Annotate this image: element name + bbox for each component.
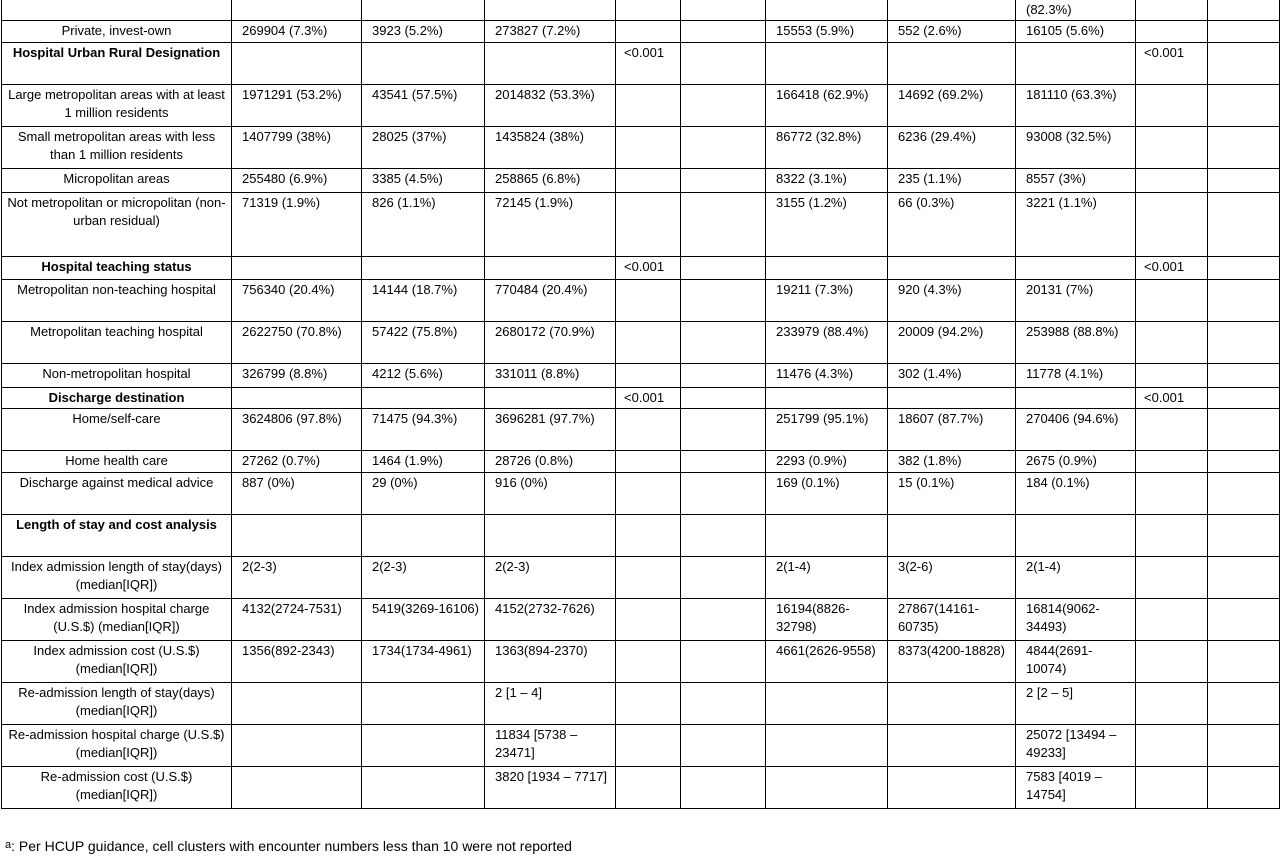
row-label-cell: Small metropolitan areas with less than 1 million residents bbox=[2, 127, 232, 169]
p-value-cell bbox=[616, 515, 681, 557]
data-cell bbox=[1208, 451, 1280, 473]
data-cell: 19211 (7.3%) bbox=[766, 280, 888, 322]
data-cell bbox=[681, 767, 766, 809]
data-cell bbox=[232, 515, 362, 557]
data-cell: 11834 [5738 – 23471] bbox=[485, 725, 616, 767]
data-cell: 2(2-3) bbox=[485, 557, 616, 599]
p-value-cell bbox=[1136, 127, 1208, 169]
data-cell bbox=[681, 683, 766, 725]
data-cell: 4661(2626-9558) bbox=[766, 641, 888, 683]
table-row bbox=[2, 409, 1280, 451]
data-cell bbox=[681, 599, 766, 641]
data-cell: 18607 (87.7%) bbox=[888, 409, 1016, 451]
row-label-cell: Re-admission hospital charge (U.S.$) (median[IQR]) bbox=[2, 725, 232, 767]
p-value-cell bbox=[616, 473, 681, 515]
table-body bbox=[2, 0, 1280, 809]
p-value-cell bbox=[1136, 322, 1208, 364]
data-cell bbox=[681, 725, 766, 767]
data-cell: 756340 (20.4%) bbox=[232, 280, 362, 322]
p-value-cell bbox=[616, 683, 681, 725]
data-cell bbox=[681, 557, 766, 599]
data-cell: 181110 (63.3%) bbox=[1016, 85, 1136, 127]
data-cell bbox=[232, 683, 362, 725]
row-label-cell: Private, invest-own bbox=[2, 21, 232, 43]
data-cell: 20009 (94.2%) bbox=[888, 322, 1016, 364]
data-cell: 770484 (20.4%) bbox=[485, 280, 616, 322]
data-cell: 11778 (4.1%) bbox=[1016, 364, 1136, 388]
data-cell bbox=[681, 409, 766, 451]
data-cell: 1435824 (38%) bbox=[485, 127, 616, 169]
data-cell: 28025 (37%) bbox=[362, 127, 485, 169]
data-cell bbox=[888, 43, 1016, 85]
data-cell: 1734(1734-4961) bbox=[362, 641, 485, 683]
data-cell bbox=[485, 388, 616, 409]
footnote-marker: a bbox=[5, 839, 12, 851]
p-value-cell bbox=[1136, 767, 1208, 809]
table-row bbox=[2, 322, 1280, 364]
row-label-cell: Home health care bbox=[2, 451, 232, 473]
section-header-cell: Discharge destination bbox=[2, 388, 232, 409]
data-cell: 1971291 (53.2%) bbox=[232, 85, 362, 127]
data-cell: (82.3%) bbox=[1016, 0, 1136, 21]
p-value-cell bbox=[1136, 193, 1208, 257]
data-cell bbox=[362, 683, 485, 725]
data-cell: 57422 (75.8%) bbox=[362, 322, 485, 364]
data-cell: 184 (0.1%) bbox=[1016, 473, 1136, 515]
data-cell bbox=[1016, 388, 1136, 409]
data-cell bbox=[888, 767, 1016, 809]
data-cell bbox=[766, 388, 888, 409]
row-label-cell: Home/self-care bbox=[2, 409, 232, 451]
data-cell bbox=[232, 43, 362, 85]
p-value-cell bbox=[616, 322, 681, 364]
data-cell: 27262 (0.7%) bbox=[232, 451, 362, 473]
p-value-cell: <0.001 bbox=[1136, 388, 1208, 409]
data-cell: 920 (4.3%) bbox=[888, 280, 1016, 322]
data-cell bbox=[681, 21, 766, 43]
data-cell bbox=[766, 43, 888, 85]
data-cell bbox=[362, 43, 485, 85]
p-value-cell bbox=[1136, 169, 1208, 193]
p-value-cell bbox=[1136, 515, 1208, 557]
table-row bbox=[2, 364, 1280, 388]
data-cell: 20131 (7%) bbox=[1016, 280, 1136, 322]
data-cell bbox=[1208, 0, 1280, 21]
data-cell bbox=[681, 169, 766, 193]
data-cell: 29 (0%) bbox=[362, 473, 485, 515]
data-cell: 3(2-6) bbox=[888, 557, 1016, 599]
data-cell bbox=[1208, 169, 1280, 193]
data-cell: 2622750 (70.8%) bbox=[232, 322, 362, 364]
p-value-cell bbox=[1136, 725, 1208, 767]
p-value-cell bbox=[1136, 451, 1208, 473]
p-value-cell bbox=[1136, 21, 1208, 43]
data-cell: 552 (2.6%) bbox=[888, 21, 1016, 43]
row-label-cell: Index admission cost (U.S.$) (median[IQR]) bbox=[2, 641, 232, 683]
data-cell: 16814(9062-34493) bbox=[1016, 599, 1136, 641]
data-cell bbox=[362, 388, 485, 409]
data-cell bbox=[232, 257, 362, 280]
data-cell bbox=[766, 683, 888, 725]
footnote bbox=[5, 838, 572, 854]
data-cell bbox=[681, 127, 766, 169]
data-cell bbox=[681, 280, 766, 322]
data-cell: 1356(892-2343) bbox=[232, 641, 362, 683]
data-cell bbox=[766, 0, 888, 21]
data-cell bbox=[232, 0, 362, 21]
data-cell bbox=[1208, 409, 1280, 451]
data-cell bbox=[1208, 280, 1280, 322]
data-cell: 4132(2724-7531) bbox=[232, 599, 362, 641]
data-cell bbox=[485, 43, 616, 85]
p-value-cell bbox=[616, 557, 681, 599]
p-value-cell bbox=[616, 409, 681, 451]
data-cell: 14144 (18.7%) bbox=[362, 280, 485, 322]
data-cell: 2293 (0.9%) bbox=[766, 451, 888, 473]
table-row bbox=[2, 451, 1280, 473]
row-label-cell: Index admission hospital charge (U.S.$) (median[IQR]) bbox=[2, 599, 232, 641]
p-value-cell: <0.001 bbox=[1136, 43, 1208, 85]
data-cell: 5419(3269-16106) bbox=[362, 599, 485, 641]
data-cell bbox=[888, 257, 1016, 280]
data-cell bbox=[1208, 257, 1280, 280]
section-header-cell: Length of stay and cost analysis bbox=[2, 515, 232, 557]
data-cell: 4152(2732-7626) bbox=[485, 599, 616, 641]
footnote-text: : Per HCUP guidance, cell clusters with encounter numbers less than 10 were not reported bbox=[11, 838, 572, 854]
data-cell: 233979 (88.4%) bbox=[766, 322, 888, 364]
data-cell bbox=[1208, 683, 1280, 725]
p-value-cell bbox=[616, 725, 681, 767]
row-label-cell: Re-admission length of stay(days) (median[IQR]) bbox=[2, 683, 232, 725]
data-cell bbox=[232, 388, 362, 409]
data-cell bbox=[888, 0, 1016, 21]
data-cell: 916 (0%) bbox=[485, 473, 616, 515]
data-cell bbox=[485, 515, 616, 557]
data-cell bbox=[888, 515, 1016, 557]
p-value-cell bbox=[616, 193, 681, 257]
data-cell: 270406 (94.6%) bbox=[1016, 409, 1136, 451]
data-cell: 27867(14161-60735) bbox=[888, 599, 1016, 641]
p-value-cell bbox=[616, 767, 681, 809]
data-cell: 253988 (88.8%) bbox=[1016, 322, 1136, 364]
row-label-cell bbox=[2, 0, 232, 21]
data-cell: 826 (1.1%) bbox=[362, 193, 485, 257]
p-value-cell: <0.001 bbox=[1136, 257, 1208, 280]
data-cell bbox=[1208, 515, 1280, 557]
row-label-cell: Not metropolitan or micropolitan (non-urban residual) bbox=[2, 193, 232, 257]
row-label-cell: Large metropolitan areas with at least 1 million residents bbox=[2, 85, 232, 127]
table-row bbox=[2, 683, 1280, 725]
data-cell bbox=[232, 725, 362, 767]
data-cell: 4844(2691-10074) bbox=[1016, 641, 1136, 683]
data-cell bbox=[681, 43, 766, 85]
data-cell: 3221 (1.1%) bbox=[1016, 193, 1136, 257]
p-value-cell bbox=[616, 641, 681, 683]
p-value-cell: <0.001 bbox=[616, 43, 681, 85]
data-cell bbox=[1208, 364, 1280, 388]
data-cell bbox=[362, 515, 485, 557]
data-cell bbox=[1208, 21, 1280, 43]
data-cell bbox=[1016, 515, 1136, 557]
data-cell: 887 (0%) bbox=[232, 473, 362, 515]
data-cell: 8557 (3%) bbox=[1016, 169, 1136, 193]
data-cell: 2014832 (53.3%) bbox=[485, 85, 616, 127]
p-value-cell bbox=[616, 127, 681, 169]
p-value-cell bbox=[1136, 557, 1208, 599]
table-row bbox=[2, 193, 1280, 257]
data-cell: 3624806 (97.8%) bbox=[232, 409, 362, 451]
p-value-cell: <0.001 bbox=[616, 388, 681, 409]
data-cell: 302 (1.4%) bbox=[888, 364, 1016, 388]
p-value-cell bbox=[1136, 599, 1208, 641]
data-cell bbox=[485, 257, 616, 280]
data-cell bbox=[681, 85, 766, 127]
data-cell: 1407799 (38%) bbox=[232, 127, 362, 169]
data-cell bbox=[888, 725, 1016, 767]
table-row bbox=[2, 473, 1280, 515]
data-cell bbox=[766, 725, 888, 767]
data-cell bbox=[766, 515, 888, 557]
data-cell bbox=[681, 451, 766, 473]
table-row bbox=[2, 127, 1280, 169]
data-cell bbox=[888, 683, 1016, 725]
data-cell bbox=[232, 767, 362, 809]
data-cell bbox=[362, 767, 485, 809]
data-cell: 251799 (95.1%) bbox=[766, 409, 888, 451]
p-value-cell bbox=[616, 451, 681, 473]
data-cell: 16194(8826-32798) bbox=[766, 599, 888, 641]
table-row bbox=[2, 767, 1280, 809]
row-label-cell: Metropolitan non-teaching hospital bbox=[2, 280, 232, 322]
data-cell: 71319 (1.9%) bbox=[232, 193, 362, 257]
row-label-cell: Re-admission cost (U.S.$) (median[IQR]) bbox=[2, 767, 232, 809]
data-cell bbox=[681, 0, 766, 21]
data-cell bbox=[1208, 599, 1280, 641]
data-cell bbox=[1208, 767, 1280, 809]
p-value-cell: <0.001 bbox=[616, 257, 681, 280]
data-cell bbox=[1208, 322, 1280, 364]
data-cell: 235 (1.1%) bbox=[888, 169, 1016, 193]
data-cell bbox=[1208, 725, 1280, 767]
data-cell: 8322 (3.1%) bbox=[766, 169, 888, 193]
data-cell: 258865 (6.8%) bbox=[485, 169, 616, 193]
data-cell bbox=[766, 767, 888, 809]
data-cell: 66 (0.3%) bbox=[888, 193, 1016, 257]
data-cell: 43541 (57.5%) bbox=[362, 85, 485, 127]
data-cell: 93008 (32.5%) bbox=[1016, 127, 1136, 169]
data-cell bbox=[1016, 257, 1136, 280]
data-cell: 331011 (8.8%) bbox=[485, 364, 616, 388]
table-row bbox=[2, 0, 1280, 21]
data-cell bbox=[681, 641, 766, 683]
data-cell bbox=[681, 364, 766, 388]
data-cell: 3923 (5.2%) bbox=[362, 21, 485, 43]
p-value-cell bbox=[1136, 473, 1208, 515]
data-cell: 3155 (1.2%) bbox=[766, 193, 888, 257]
data-cell: 72145 (1.9%) bbox=[485, 193, 616, 257]
table-row bbox=[2, 257, 1280, 280]
table-row bbox=[2, 557, 1280, 599]
row-label-cell: Non-metropolitan hospital bbox=[2, 364, 232, 388]
data-cell bbox=[1208, 557, 1280, 599]
p-value-cell bbox=[616, 364, 681, 388]
data-cell: 2675 (0.9%) bbox=[1016, 451, 1136, 473]
data-cell bbox=[681, 515, 766, 557]
data-cell: 2(1-4) bbox=[1016, 557, 1136, 599]
data-cell: 3696281 (97.7%) bbox=[485, 409, 616, 451]
data-cell: 3820 [1934 – 7717] bbox=[485, 767, 616, 809]
data-cell bbox=[485, 0, 616, 21]
data-cell bbox=[362, 257, 485, 280]
table-row bbox=[2, 21, 1280, 43]
data-cell: 382 (1.8%) bbox=[888, 451, 1016, 473]
data-cell: 3385 (4.5%) bbox=[362, 169, 485, 193]
p-value-cell bbox=[1136, 641, 1208, 683]
data-cell bbox=[1208, 85, 1280, 127]
data-cell: 255480 (6.9%) bbox=[232, 169, 362, 193]
data-cell: 15553 (5.9%) bbox=[766, 21, 888, 43]
data-cell: 169 (0.1%) bbox=[766, 473, 888, 515]
data-cell: 11476 (4.3%) bbox=[766, 364, 888, 388]
table-row bbox=[2, 641, 1280, 683]
data-cell bbox=[1016, 43, 1136, 85]
data-cell bbox=[766, 257, 888, 280]
data-cell: 4212 (5.6%) bbox=[362, 364, 485, 388]
data-cell bbox=[681, 388, 766, 409]
data-cell: 1464 (1.9%) bbox=[362, 451, 485, 473]
data-cell: 7583 [4019 – 14754] bbox=[1016, 767, 1136, 809]
data-cell: 166418 (62.9%) bbox=[766, 85, 888, 127]
data-table bbox=[1, 0, 1280, 809]
p-value-cell bbox=[616, 0, 681, 21]
data-cell: 71475 (94.3%) bbox=[362, 409, 485, 451]
table-row bbox=[2, 85, 1280, 127]
data-cell: 25072 [13494 – 49233] bbox=[1016, 725, 1136, 767]
data-cell: 8373(4200-18828) bbox=[888, 641, 1016, 683]
data-cell: 2 [1 – 4] bbox=[485, 683, 616, 725]
p-value-cell bbox=[1136, 85, 1208, 127]
row-label-cell: Discharge against medical advice bbox=[2, 473, 232, 515]
section-header-cell: Hospital teaching status bbox=[2, 257, 232, 280]
p-value-cell bbox=[1136, 683, 1208, 725]
table-row bbox=[2, 515, 1280, 557]
p-value-cell bbox=[1136, 364, 1208, 388]
data-cell: 326799 (8.8%) bbox=[232, 364, 362, 388]
section-header-cell: Hospital Urban Rural Designation bbox=[2, 43, 232, 85]
data-cell: 14692 (69.2%) bbox=[888, 85, 1016, 127]
data-cell: 2 [2 – 5] bbox=[1016, 683, 1136, 725]
p-value-cell bbox=[1136, 409, 1208, 451]
data-cell bbox=[681, 193, 766, 257]
table-row bbox=[2, 43, 1280, 85]
data-cell bbox=[1208, 473, 1280, 515]
data-cell: 2(2-3) bbox=[362, 557, 485, 599]
table-row bbox=[2, 280, 1280, 322]
data-cell bbox=[681, 322, 766, 364]
table-row bbox=[2, 169, 1280, 193]
data-cell bbox=[362, 725, 485, 767]
row-label-cell: Metropolitan teaching hospital bbox=[2, 322, 232, 364]
data-cell: 2680172 (70.9%) bbox=[485, 322, 616, 364]
data-cell: 86772 (32.8%) bbox=[766, 127, 888, 169]
data-cell bbox=[362, 0, 485, 21]
p-value-cell bbox=[616, 280, 681, 322]
data-cell bbox=[1208, 193, 1280, 257]
p-value-cell bbox=[616, 85, 681, 127]
data-cell: 6236 (29.4%) bbox=[888, 127, 1016, 169]
data-cell: 1363(894-2370) bbox=[485, 641, 616, 683]
table-row bbox=[2, 599, 1280, 641]
row-label-cell: Micropolitan areas bbox=[2, 169, 232, 193]
p-value-cell bbox=[616, 21, 681, 43]
data-cell bbox=[1208, 388, 1280, 409]
data-cell bbox=[888, 388, 1016, 409]
data-cell bbox=[1208, 641, 1280, 683]
row-label-cell: Index admission length of stay(days) (median[IQR]) bbox=[2, 557, 232, 599]
p-value-cell bbox=[616, 599, 681, 641]
data-cell: 16105 (5.6%) bbox=[1016, 21, 1136, 43]
p-value-cell bbox=[616, 169, 681, 193]
data-cell bbox=[1208, 43, 1280, 85]
p-value-cell bbox=[1136, 0, 1208, 21]
data-cell: 15 (0.1%) bbox=[888, 473, 1016, 515]
data-cell bbox=[1208, 127, 1280, 169]
data-cell bbox=[681, 257, 766, 280]
data-cell: 273827 (7.2%) bbox=[485, 21, 616, 43]
data-cell: 2(2-3) bbox=[232, 557, 362, 599]
data-cell: 2(1-4) bbox=[766, 557, 888, 599]
data-cell: 269904 (7.3%) bbox=[232, 21, 362, 43]
table-row bbox=[2, 725, 1280, 767]
table-row bbox=[2, 388, 1280, 409]
p-value-cell bbox=[1136, 280, 1208, 322]
data-cell bbox=[681, 473, 766, 515]
data-cell: 28726 (0.8%) bbox=[485, 451, 616, 473]
